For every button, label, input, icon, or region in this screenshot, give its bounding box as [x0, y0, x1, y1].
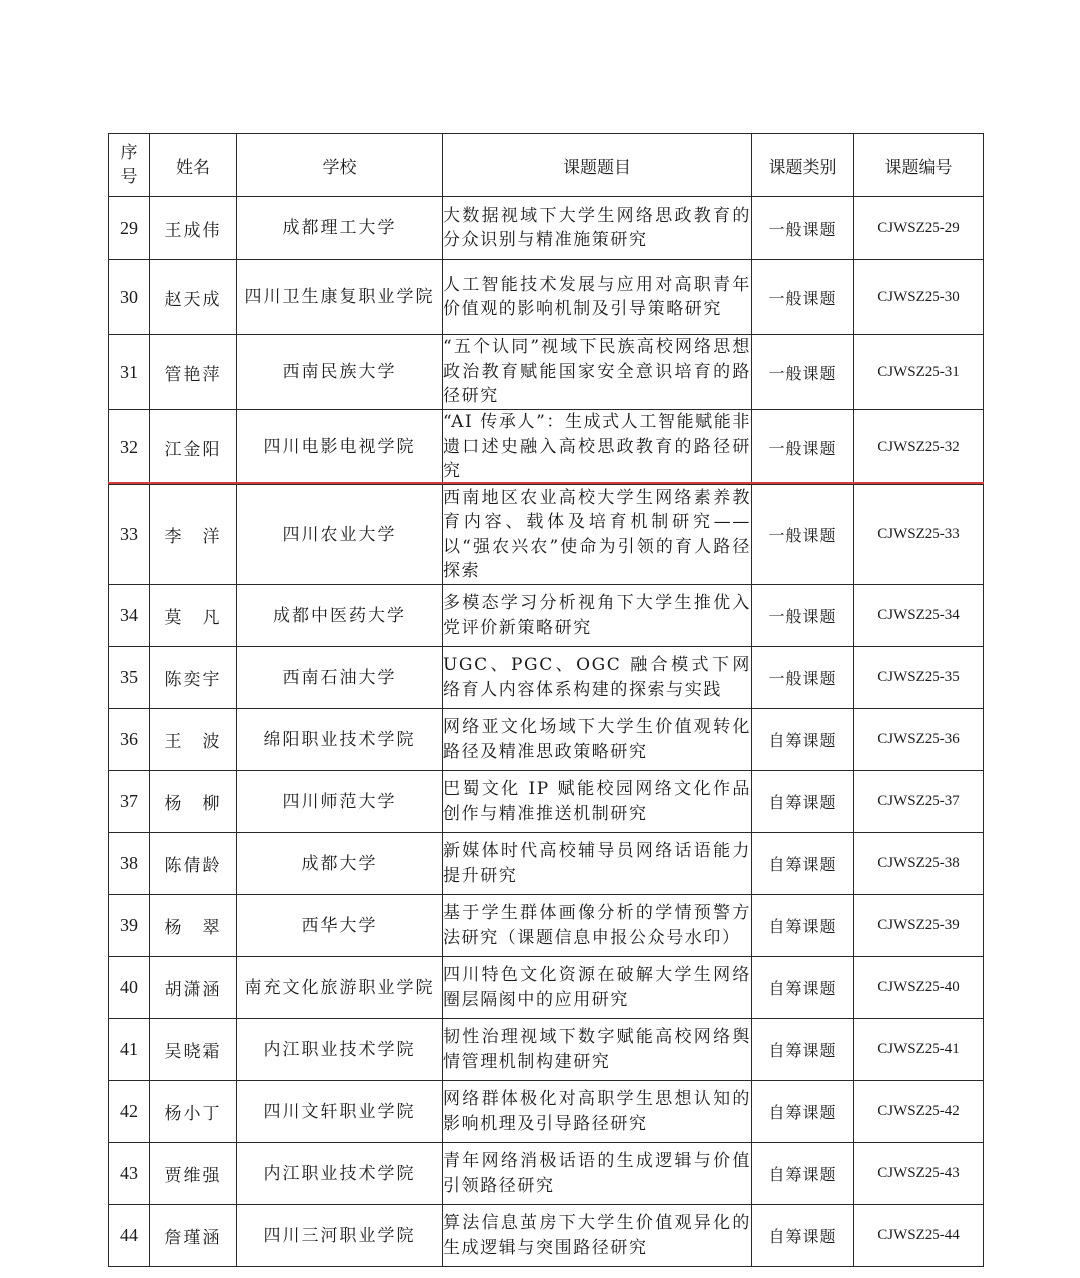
- header-row: [109, 134, 984, 197]
- cell-code: CJWSZ25-39: [854, 895, 984, 957]
- header-category: 课题类别: [752, 134, 854, 197]
- cell-code: CJWSZ25-34: [854, 585, 984, 647]
- cell-category: 一般课题: [752, 197, 854, 260]
- table-row: [109, 647, 984, 709]
- cell-code: CJWSZ25-31: [854, 335, 984, 410]
- cell-category: 自筹课题: [752, 1081, 854, 1143]
- table-row: [109, 410, 984, 485]
- cell-topic: [443, 485, 752, 585]
- table-row: [109, 895, 984, 957]
- cell-school: 四川三河职业学院: [237, 1205, 443, 1267]
- table-row: [109, 1019, 984, 1081]
- cell-seq: 31: [109, 335, 150, 410]
- topic-text: 大数据视域下大学生网络思政教育的分众识别与精准施策研究: [443, 205, 751, 250]
- cell-category: 自筹课题: [752, 1143, 854, 1205]
- cell-topic: [443, 197, 752, 260]
- cell-name: 杨小丁: [150, 1081, 237, 1143]
- cell-school: 西南民族大学: [237, 335, 443, 410]
- table-row: [109, 709, 984, 771]
- cell-school: 绵阳职业技术学院: [237, 709, 443, 771]
- cell-school: 内江职业技术学院: [237, 1143, 443, 1205]
- cell-school: 成都中医药大学: [237, 585, 443, 647]
- topic-text: 西南地区农业高校大学生网络素养教育内容、载体及培育机制研究——以“强农兴农”使命为引领的育人路径探索: [443, 487, 751, 581]
- topic-text: 网络亚文化场域下大学生价值观转化路径及精准思政策略研究: [443, 717, 751, 762]
- topic-text: “AI 传承人”：生成式人工智能赋能非遗口述史融入高校思政教育的路径研究: [443, 412, 751, 482]
- cell-topic: [443, 895, 752, 957]
- cell-seq: 30: [109, 260, 150, 335]
- topic-text: 新媒体时代高校辅导员网络话语能力提升研究: [443, 841, 751, 886]
- cell-code: CJWSZ25-43: [854, 1143, 984, 1205]
- cell-school: 四川电影电视学院: [237, 410, 443, 485]
- cell-code: CJWSZ25-35: [854, 647, 984, 709]
- cell-topic: [443, 410, 752, 485]
- cell-code: CJWSZ25-36: [854, 709, 984, 771]
- topic-text: 巴蜀文化 IP 赋能校园网络文化作品创作与精准推送机制研究: [443, 779, 751, 824]
- cell-category: 一般课题: [752, 585, 854, 647]
- topic-text: 四川特色文化资源在破解大学生网络圈层隔阂中的应用研究: [443, 965, 751, 1010]
- topic-text: 人工智能技术发展与应用对高职青年价值观的影响机制及引导策略研究: [443, 274, 751, 319]
- cell-name: 陈倩龄: [150, 833, 237, 895]
- table-row: [109, 260, 984, 335]
- cell-topic: [443, 647, 752, 709]
- cell-seq: 44: [109, 1205, 150, 1267]
- header-seq: [109, 134, 150, 197]
- table-row: [109, 957, 984, 1019]
- cell-topic: [443, 833, 752, 895]
- topic-text: 多模态学习分析视角下大学生推优入党评价新策略研究: [443, 593, 751, 638]
- topic-text: 网络群体极化对高职学生思想认知的影响机理及引导路径研究: [443, 1089, 751, 1134]
- cell-seq: 38: [109, 833, 150, 895]
- topic-text: 算法信息茧房下大学生价值观异化的生成逻辑与突围路径研究: [443, 1213, 751, 1258]
- cell-school: 四川文轩职业学院: [237, 1081, 443, 1143]
- cell-name: 杨 翠: [150, 895, 237, 957]
- cell-code: CJWSZ25-30: [854, 260, 984, 335]
- cell-topic: [443, 335, 752, 410]
- cell-seq: 29: [109, 197, 150, 260]
- cell-school: 四川卫生康复职业学院: [237, 260, 443, 335]
- cell-seq: 40: [109, 957, 150, 1019]
- cell-category: 自筹课题: [752, 1019, 854, 1081]
- header-school: 学校: [237, 134, 443, 197]
- cell-school: 四川师范大学: [237, 771, 443, 833]
- cell-seq: 41: [109, 1019, 150, 1081]
- cell-category: 一般课题: [752, 647, 854, 709]
- header-code: 课题编号: [854, 134, 984, 197]
- cell-seq: 37: [109, 771, 150, 833]
- cell-name: 杨 柳: [150, 771, 237, 833]
- cell-name: 胡潇涵: [150, 957, 237, 1019]
- cell-code: CJWSZ25-29: [854, 197, 984, 260]
- cell-topic: [443, 260, 752, 335]
- table-row: [109, 1205, 984, 1267]
- header-topic: 课题题目: [443, 134, 752, 197]
- cell-code: CJWSZ25-33: [854, 485, 984, 585]
- red-divider-line: [108, 482, 984, 484]
- cell-code: CJWSZ25-40: [854, 957, 984, 1019]
- cell-name: 王成伟: [150, 197, 237, 260]
- cell-name: 莫 凡: [150, 585, 237, 647]
- topic-text: 青年网络消极话语的生成逻辑与价值引领路径研究: [443, 1151, 751, 1196]
- cell-topic: [443, 1205, 752, 1267]
- cell-school: 成都理工大学: [237, 197, 443, 260]
- cell-seq: 33: [109, 485, 150, 585]
- cell-name: 王 波: [150, 709, 237, 771]
- table-row: [109, 833, 984, 895]
- table-row: [109, 585, 984, 647]
- cell-seq: 42: [109, 1081, 150, 1143]
- topic-text: “五个认同”视域下民族高校网络思想政治教育赋能国家安全意识培育的路径研究: [443, 337, 751, 407]
- cell-school: 南充文化旅游职业学院: [237, 957, 443, 1019]
- cell-name: 吴晓霜: [150, 1019, 237, 1081]
- cell-category: 一般课题: [752, 410, 854, 485]
- table-row: [109, 485, 984, 585]
- cell-category: 自筹课题: [752, 957, 854, 1019]
- cell-code: CJWSZ25-37: [854, 771, 984, 833]
- cell-name: 陈奕宇: [150, 647, 237, 709]
- cell-topic: [443, 1019, 752, 1081]
- cell-school: 西华大学: [237, 895, 443, 957]
- cell-category: 自筹课题: [752, 1205, 854, 1267]
- cell-category: 自筹课题: [752, 895, 854, 957]
- topic-text: 韧性治理视域下数字赋能高校网络舆情管理机制构建研究: [443, 1027, 751, 1072]
- cell-topic: [443, 709, 752, 771]
- table-row: [109, 197, 984, 260]
- table-row: [109, 1081, 984, 1143]
- table-row: [109, 335, 984, 410]
- cell-name: 贾维强: [150, 1143, 237, 1205]
- cell-name: 江金阳: [150, 410, 237, 485]
- cell-seq: 36: [109, 709, 150, 771]
- cell-name: 赵天成: [150, 260, 237, 335]
- cell-name: 詹瑾涵: [150, 1205, 237, 1267]
- cell-seq: 43: [109, 1143, 150, 1205]
- topic-text: UGC、PGC、OGC 融合模式下网络育人内容体系构建的探索与实践: [443, 655, 751, 700]
- cell-school: 西南石油大学: [237, 647, 443, 709]
- cell-category: 自筹课题: [752, 709, 854, 771]
- cell-seq: 34: [109, 585, 150, 647]
- cell-school: 成都大学: [237, 833, 443, 895]
- cell-name: 李 洋: [150, 485, 237, 585]
- cell-seq: 35: [109, 647, 150, 709]
- topic-text: 基于学生群体画像分析的学情预警方法研究（课题信息申报公众号水印）: [443, 903, 751, 948]
- cell-school: 内江职业技术学院: [237, 1019, 443, 1081]
- cell-code: CJWSZ25-42: [854, 1081, 984, 1143]
- cell-topic: [443, 585, 752, 647]
- cell-category: 自筹课题: [752, 771, 854, 833]
- table-row: [109, 1143, 984, 1205]
- cell-school: 四川农业大学: [237, 485, 443, 585]
- cell-topic: [443, 957, 752, 1019]
- cell-category: 一般课题: [752, 485, 854, 585]
- cell-code: CJWSZ25-44: [854, 1205, 984, 1267]
- cell-name: 管艳萍: [150, 335, 237, 410]
- cell-code: CJWSZ25-32: [854, 410, 984, 485]
- project-table: [108, 133, 984, 1267]
- cell-category: 一般课题: [752, 335, 854, 410]
- table-row: [109, 771, 984, 833]
- cell-code: CJWSZ25-41: [854, 1019, 984, 1081]
- cell-topic: [443, 1081, 752, 1143]
- cell-topic: [443, 1143, 752, 1205]
- cell-topic: [443, 771, 752, 833]
- cell-seq: 32: [109, 410, 150, 485]
- cell-seq: 39: [109, 895, 150, 957]
- header-name: 姓名: [150, 134, 237, 197]
- cell-code: CJWSZ25-38: [854, 833, 984, 895]
- table-body: [109, 197, 984, 1267]
- cell-category: 自筹课题: [752, 833, 854, 895]
- header-seq-label: 序号: [120, 143, 138, 187]
- cell-category: 一般课题: [752, 260, 854, 335]
